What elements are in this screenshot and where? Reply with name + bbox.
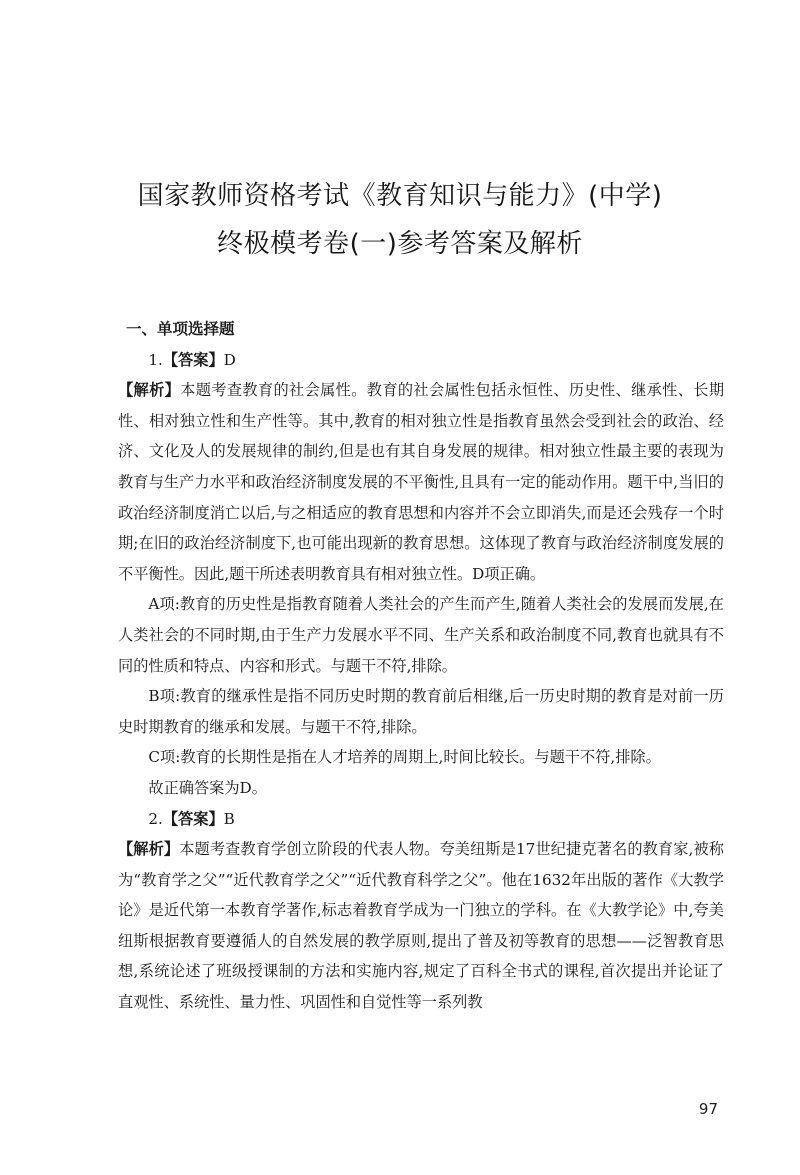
document-body: [118, 314, 724, 1018]
question-1-answer: [118, 345, 724, 376]
question-2-analysis: [118, 834, 724, 1018]
title-line-2: 终极模考卷(一)参考答案及解析: [217, 229, 583, 259]
answer-label: 【答案】: [162, 809, 224, 828]
question-1-analysis-text: 本题考查教育的社会属性。教育的社会属性包括永恒性、历史性、继承性、长期性、相对独立性和生产性等。其中,教育的相对独立性是指教育虽然会受到社会的政治、经济、文化及人的发展规律的制约,但是也有其自身发展的规律。相对独立性最主要的表现为教育与生产力水平和政治经济制度发展的不平衡性,且具有一定的能动作用。题干中,当旧的政治经济制度消亡以后,与之相适应的教育思想和内容并不会立即消失,而是还会残存一个时期;在旧的政治经济制度下,也可能出现新的教育思想。这体现了教育与政治经济制度发展的不平衡性。因此,题干所述表明教育具有相对独立性。D项正确。: [118, 381, 725, 583]
analysis-label: 【解析】: [118, 381, 181, 400]
question-2-answer: [118, 804, 724, 835]
title-line-1: 国家教师资格考试《教育知识与能力》(中学): [137, 181, 663, 211]
question-2-answer-value: B: [223, 809, 235, 828]
answer-label: 【答案】: [162, 350, 224, 369]
document-title: [0, 172, 800, 268]
section-heading: 一、单项选择题: [126, 320, 235, 338]
question-1-conclusion: 故正确答案为D。: [148, 778, 267, 797]
question-1-answer-value: D: [223, 350, 236, 369]
analysis-label: 【解析】: [118, 840, 180, 859]
question-1-option-c: C项:教育的长期性是指在人才培养的周期上,时间比较长。与题干不符,排除。: [148, 748, 661, 767]
question-2-analysis-text: 本题考查教育学创立阶段的代表人物。夸美纽斯是17世纪捷克著名的教育家,被称为“教育学之父”“近代教育学之父”“近代教育科学之父”。他在1632年出版的著作《大教学论》是近代第一本教育学著作,标志着教育学成为一门独立的学科。在《大教学论》中,夸美纽斯根据教育要遵循人的自然发展的教学原则,提出了普及初等教育的思想——泛智教育思想,系统论述了班级授课制的方法和实施内容,规定了百科全书式的课程,首次提出并论证了直观性、系统性、量力性、巩固性和自觉性等一系列教: [118, 840, 724, 1012]
question-1-option-a: A项:教育的历史性是指教育随着人类社会的产生而产生,随着人类社会的发展而发展,在人类社会的不同时期,由于生产力发展水平不同、生产关系和政治制度不同,教育也就具有不同的性质和特点、内容和形式。与题干不符,排除。: [118, 595, 724, 675]
question-1-analysis: [118, 375, 724, 589]
question-1-number: 1.: [148, 350, 163, 369]
page-number: 97: [698, 1100, 718, 1118]
question-1-option-b: B项:教育的继承性是指不同历史时期的教育前后相继,后一历史时期的教育是对前一历史时期教育的继承和发展。与题干不符,排除。: [118, 687, 724, 736]
question-2-number: 2.: [148, 809, 163, 828]
